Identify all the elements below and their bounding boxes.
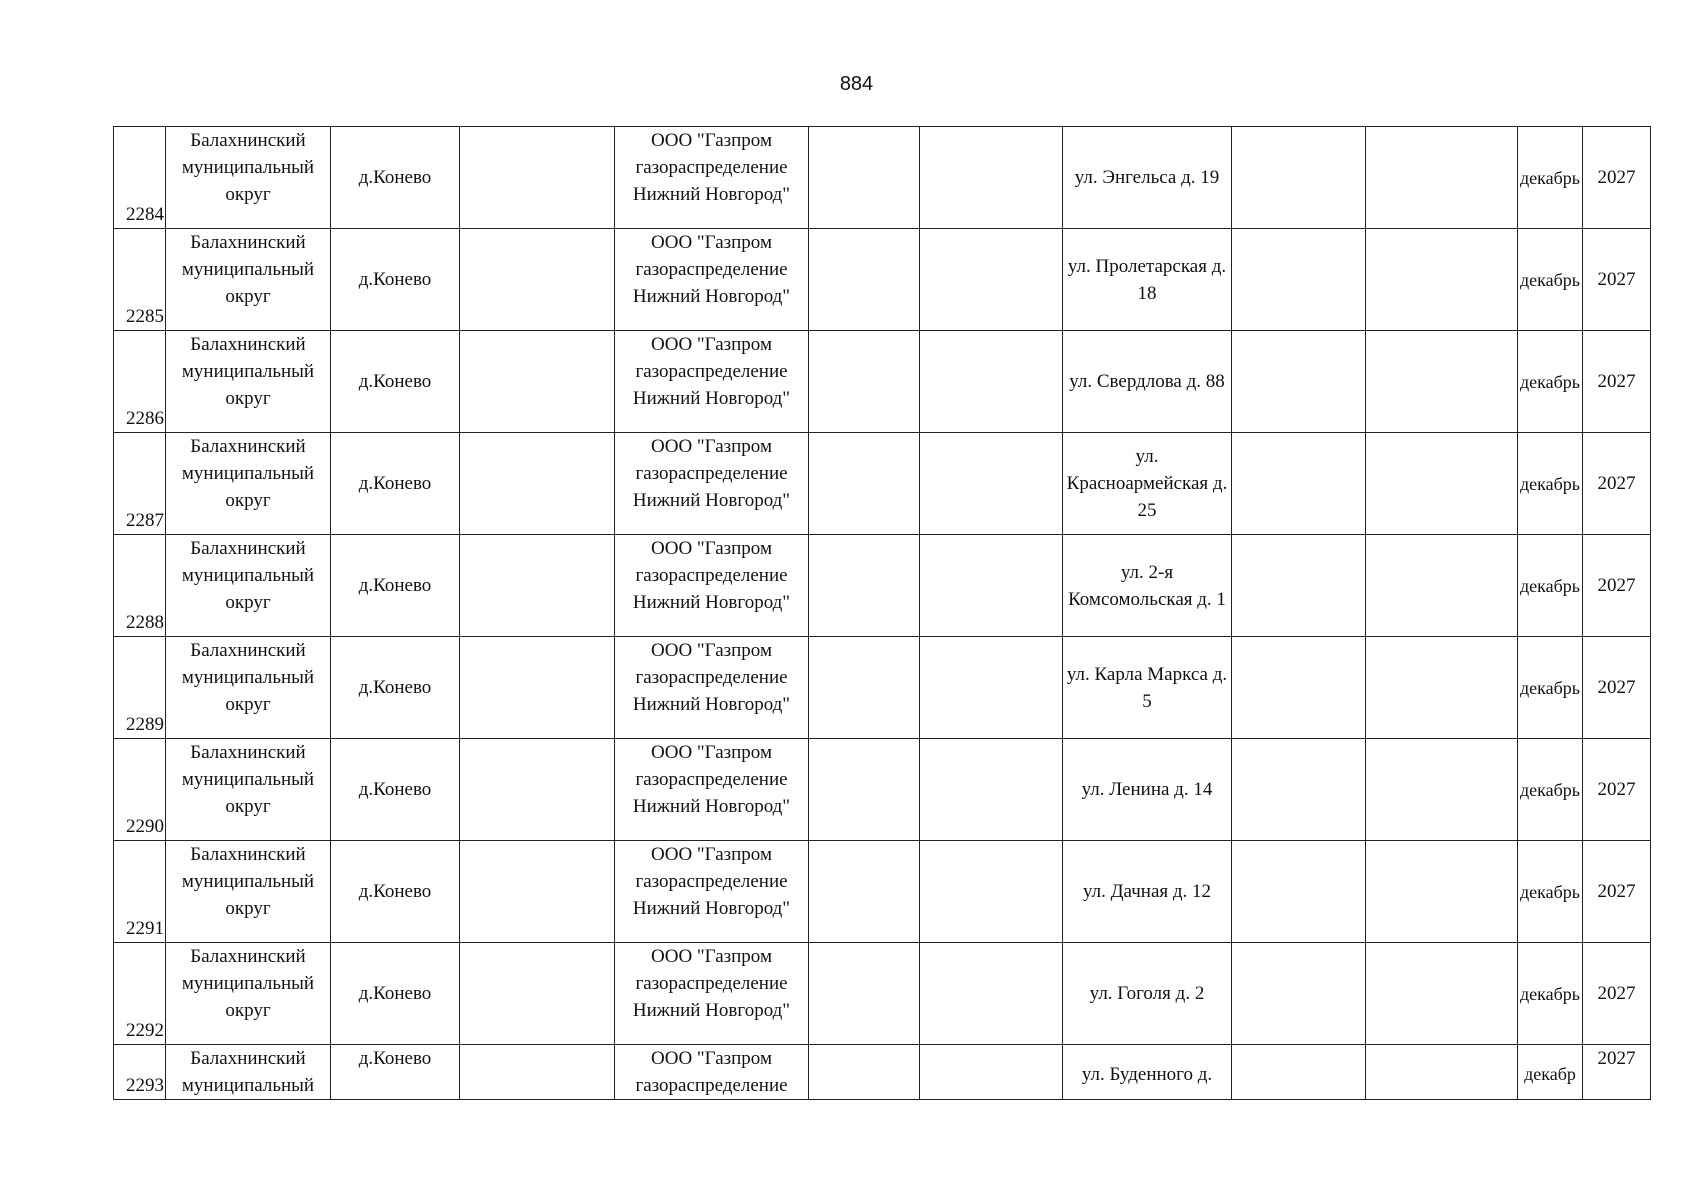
empty-cell	[1232, 535, 1366, 637]
empty-cell	[1366, 229, 1518, 331]
year-cell: 2027	[1583, 637, 1651, 739]
organization-cell: ООО "Газпром газораспределение Нижний Новгород"	[615, 637, 809, 739]
empty-cell	[1366, 637, 1518, 739]
empty-cell	[920, 535, 1063, 637]
month-cell: декабрь	[1518, 433, 1583, 535]
row-number: 2293	[114, 1045, 166, 1100]
empty-cell	[920, 1045, 1063, 1100]
empty-cell	[460, 535, 615, 637]
empty-cell	[809, 535, 920, 637]
empty-cell	[460, 127, 615, 229]
empty-cell	[460, 841, 615, 943]
empty-cell	[1232, 943, 1366, 1045]
organization-cell: ООО "Газпром газораспределение	[615, 1045, 809, 1100]
month-cell: декабрь	[1518, 535, 1583, 637]
empty-cell	[1366, 943, 1518, 1045]
organization-cell: ООО "Газпром газораспределение Нижний Новгород"	[615, 331, 809, 433]
year-cell: 2027	[1583, 229, 1651, 331]
settlement-cell: д.Конево	[331, 229, 460, 331]
row-number: 2289	[114, 637, 166, 739]
empty-cell	[1366, 1045, 1518, 1100]
street-cell: ул. 2-я Комсомольская д. 1	[1063, 535, 1232, 637]
district-cell: Балахнинский муниципальный округ	[166, 229, 331, 331]
empty-cell	[809, 127, 920, 229]
empty-cell	[460, 229, 615, 331]
month-cell: декабрь	[1518, 229, 1583, 331]
empty-cell	[920, 331, 1063, 433]
year-cell: 2027	[1583, 739, 1651, 841]
row-number: 2287	[114, 433, 166, 535]
organization-cell: ООО "Газпром газораспределение Нижний Новгород"	[615, 535, 809, 637]
district-cell: Балахнинский муниципальный округ	[166, 841, 331, 943]
empty-cell	[1366, 127, 1518, 229]
empty-cell	[1366, 841, 1518, 943]
settlement-cell: д.Конево	[331, 433, 460, 535]
month-cell: декабрь	[1518, 943, 1583, 1045]
empty-cell	[460, 943, 615, 1045]
year-cell: 2027	[1583, 331, 1651, 433]
settlement-cell: д.Конево	[331, 331, 460, 433]
district-cell: Балахнинский муниципальный округ	[166, 433, 331, 535]
street-cell: ул. Дачная д. 12	[1063, 841, 1232, 943]
table-row	[114, 127, 1651, 229]
year-cell: 2027	[1583, 841, 1651, 943]
month-cell: декабр	[1518, 1045, 1583, 1100]
district-cell: Балахнинский муниципальный округ	[166, 943, 331, 1045]
table-row	[114, 841, 1651, 943]
empty-cell	[809, 943, 920, 1045]
street-cell: ул. Гоголя д. 2	[1063, 943, 1232, 1045]
empty-cell	[920, 433, 1063, 535]
street-cell: ул. Ленина д. 14	[1063, 739, 1232, 841]
district-cell: Балахнинский муниципальный округ	[166, 331, 331, 433]
settlement-cell: д.Конево	[331, 127, 460, 229]
organization-cell: ООО "Газпром газораспределение Нижний Новгород"	[615, 229, 809, 331]
street-cell: ул. Буденного д.	[1063, 1045, 1232, 1100]
street-cell: ул. Карла Маркса д. 5	[1063, 637, 1232, 739]
table-row	[114, 739, 1651, 841]
organization-cell: ООО "Газпром газораспределение Нижний Новгород"	[615, 739, 809, 841]
table-row	[114, 637, 1651, 739]
empty-cell	[1232, 229, 1366, 331]
empty-cell	[809, 229, 920, 331]
district-cell: Балахнинский муниципальный округ	[166, 535, 331, 637]
empty-cell	[460, 1045, 615, 1100]
empty-cell	[1232, 433, 1366, 535]
organization-cell: ООО "Газпром газораспределение Нижний Новгород"	[615, 127, 809, 229]
empty-cell	[809, 433, 920, 535]
row-number: 2286	[114, 331, 166, 433]
page-number: 884	[839, 73, 874, 95]
empty-cell	[1232, 739, 1366, 841]
table-row	[114, 1045, 1651, 1100]
empty-cell	[920, 637, 1063, 739]
organization-cell: ООО "Газпром газораспределение Нижний Новгород"	[615, 433, 809, 535]
organization-cell: ООО "Газпром газораспределение Нижний Новгород"	[615, 943, 809, 1045]
table-row	[114, 535, 1651, 637]
row-number: 2291	[114, 841, 166, 943]
row-number: 2290	[114, 739, 166, 841]
street-cell: ул. Энгельса д. 19	[1063, 127, 1232, 229]
district-cell: Балахнинский муниципальный округ	[166, 739, 331, 841]
empty-cell	[1232, 127, 1366, 229]
table-row	[114, 943, 1651, 1045]
empty-cell	[1366, 331, 1518, 433]
empty-cell	[1366, 433, 1518, 535]
district-cell: Балахнинский муниципальный округ	[166, 637, 331, 739]
empty-cell	[920, 943, 1063, 1045]
organization-cell: ООО "Газпром газораспределение Нижний Новгород"	[615, 841, 809, 943]
empty-cell	[460, 433, 615, 535]
empty-cell	[809, 1045, 920, 1100]
settlement-cell: д.Конево	[331, 739, 460, 841]
settlement-cell: д.Конево	[331, 943, 460, 1045]
settlement-cell: д.Конево	[331, 637, 460, 739]
month-cell: декабрь	[1518, 739, 1583, 841]
year-cell: 2027	[1583, 535, 1651, 637]
empty-cell	[920, 127, 1063, 229]
settlement-cell: д.Конево	[331, 1045, 460, 1100]
year-cell: 2027	[1583, 1045, 1651, 1100]
table-row	[114, 229, 1651, 331]
row-number: 2288	[114, 535, 166, 637]
empty-cell	[460, 637, 615, 739]
street-cell: ул. Красноармейская д. 25	[1063, 433, 1232, 535]
empty-cell	[920, 739, 1063, 841]
empty-cell	[809, 739, 920, 841]
empty-cell	[460, 331, 615, 433]
street-cell: ул. Пролетарская д. 18	[1063, 229, 1232, 331]
month-cell: декабрь	[1518, 841, 1583, 943]
year-cell: 2027	[1583, 127, 1651, 229]
empty-cell	[1366, 739, 1518, 841]
empty-cell	[460, 739, 615, 841]
month-cell: декабрь	[1518, 637, 1583, 739]
empty-cell	[1232, 841, 1366, 943]
empty-cell	[809, 841, 920, 943]
row-number: 2285	[114, 229, 166, 331]
month-cell: декабрь	[1518, 127, 1583, 229]
empty-cell	[1366, 535, 1518, 637]
empty-cell	[809, 331, 920, 433]
empty-cell	[1232, 637, 1366, 739]
year-cell: 2027	[1583, 433, 1651, 535]
settlement-cell: д.Конево	[331, 841, 460, 943]
month-cell: декабрь	[1518, 331, 1583, 433]
district-cell: Балахнинский муниципальный	[166, 1045, 331, 1100]
settlement-cell: д.Конево	[331, 535, 460, 637]
empty-cell	[809, 637, 920, 739]
empty-cell	[920, 841, 1063, 943]
row-number: 2292	[114, 943, 166, 1045]
row-number: 2284	[114, 127, 166, 229]
street-cell: ул. Свердлова д. 88	[1063, 331, 1232, 433]
empty-cell	[1232, 331, 1366, 433]
district-cell: Балахнинский муниципальный округ	[166, 127, 331, 229]
table-row	[114, 331, 1651, 433]
empty-cell	[920, 229, 1063, 331]
empty-cell	[1232, 1045, 1366, 1100]
works-table	[113, 126, 1651, 1100]
table-row	[114, 433, 1651, 535]
year-cell: 2027	[1583, 943, 1651, 1045]
